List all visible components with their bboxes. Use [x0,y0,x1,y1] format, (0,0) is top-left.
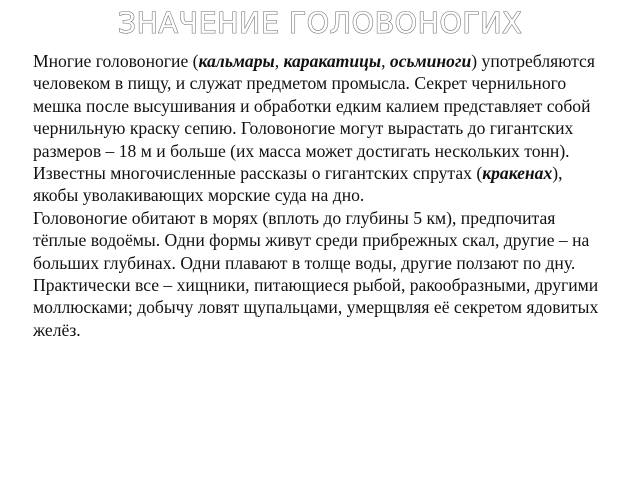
emphasis-octopuses: осьминоги [389,51,472,71]
emphasis-squids: кальмары [198,51,275,71]
emphasis-cuttlefish: каракатицы [283,51,382,71]
paragraph-text: , [381,51,390,71]
paragraph-habitat: Головоногие обитают в морях (вплоть до глубины 5 км), предпочитая тёплые водоёмы. Одни формы живут среди прибрежных скал, другие – на больших глубинах. Одни плавают в толще воды, другие ползают по дну. Практически все – хищники, питающиеся рыбой, ракообразными, другими моллюсками; добычу ловят щупальцами, умерщвляя её секретом ядовитых желёз. [33,207,599,340]
slide-body [33,50,608,341]
emphasis-krakens: кракенах [482,163,553,184]
paragraph-text: , [274,51,284,71]
paragraph-text: ) употребляются человеком в пищу, и служат предметом промысла. Секрет чернильного мешка после высушивания и обработки едким калием представляет собой чернильную краску сепию. Головоногие могут вырастать до гигантских размеров – 18 м и больше (их масса может достигать нескольких тонн). Известны многочисленные рассказы о гигантских спрутах ( [33,51,595,184]
paragraph-text: ), якобы уволакивающих морские суда на дно. [33,163,563,206]
paragraph-text: Многие головоногие ( [33,51,199,71]
slide-title: ЗНАЧЕНИЕ ГОЛОВОНОГИХ [117,7,523,40]
paragraph-economic-importance [33,50,608,207]
